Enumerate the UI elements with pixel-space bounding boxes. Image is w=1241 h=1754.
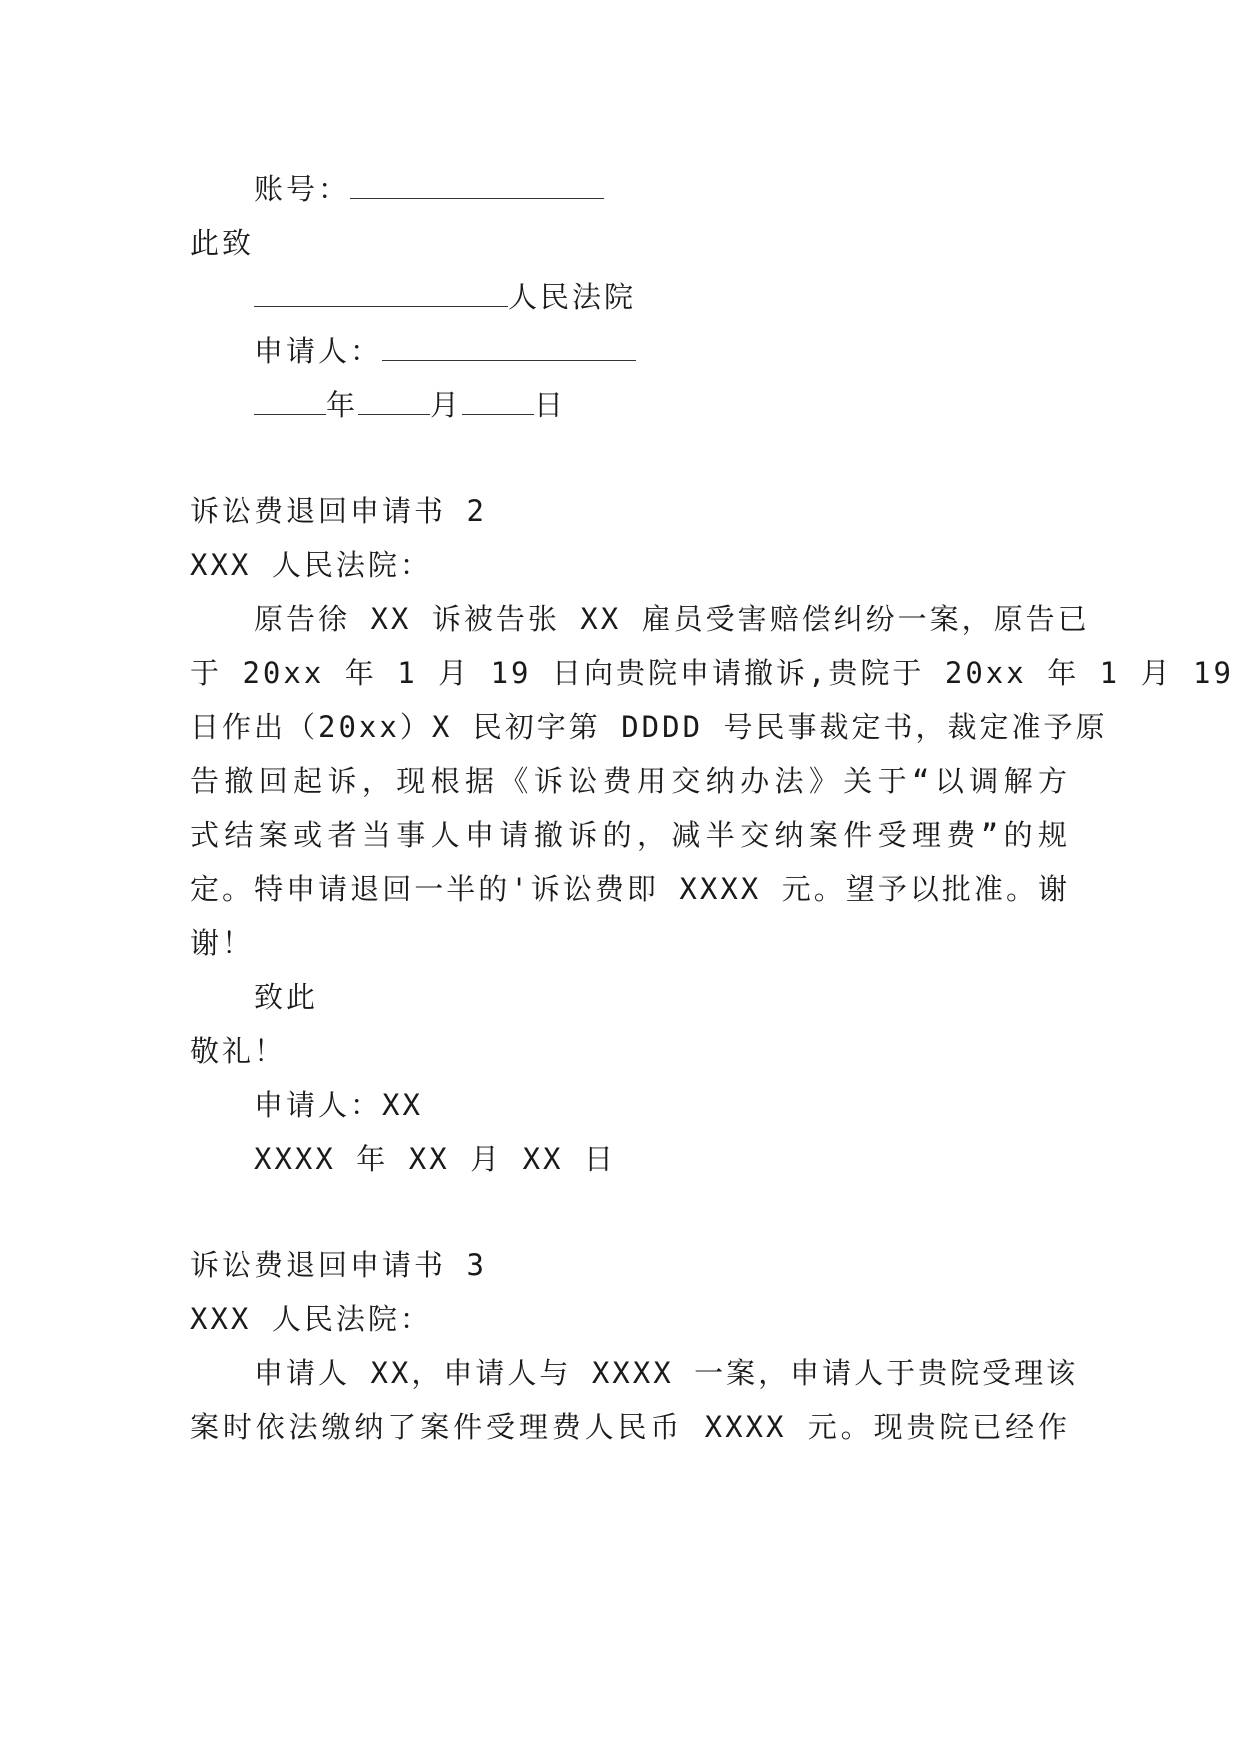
to-line: 此致 [190, 226, 255, 260]
section2-body-line-1: 原告徐 XX 诉被告张 XX 雇员受害赔偿纠纷一案，原告已 [254, 602, 1090, 636]
month-blank [358, 376, 430, 415]
section2-addressee: XXX 人民法院： [190, 548, 432, 582]
account-label: 账号： [254, 172, 351, 206]
section2-applicant: 申请人：XX [254, 1088, 423, 1122]
section2-body-line-2: 于 20xx 年 1 月 19 日向贵院申请撤诉,贵院于 20xx 年 1 月 19 [190, 656, 1234, 690]
section2-body-line-7: 谢！ [190, 926, 255, 960]
section2-closing-1: 致此 [254, 980, 319, 1014]
court-name-blank [254, 268, 508, 307]
section3-body-line-1: 申请人 XX，申请人与 XXXX 一案，申请人于贵院受理该 [254, 1356, 1079, 1390]
section3-body-line-2: 案时依法缴纳了案件受理费人民币 XXXX 元。现贵院已经作 [190, 1410, 1070, 1444]
day-blank [462, 376, 534, 415]
day-label: 日 [534, 388, 567, 422]
applicant-label: 申请人： [254, 334, 383, 368]
applicant-blank [382, 322, 636, 361]
month-label: 月 [430, 388, 463, 422]
year-blank [254, 376, 326, 415]
section2-body-line-5: 式结案或者当事人申请撤诉的，减半交纳案件受理费”的规 [190, 818, 1070, 852]
court-suffix: 人民法院 [508, 280, 637, 314]
year-label: 年 [326, 388, 359, 422]
section2-body-line-6: 定。特申请退回一半的'诉讼费即 XXXX 元。望予以批准。谢 [190, 872, 1070, 906]
court-line [254, 268, 1070, 326]
section2-title: 诉讼费退回申请书 2 [190, 494, 487, 528]
section3-title: 诉讼费退回申请书 3 [190, 1248, 487, 1282]
date-line [254, 376, 1070, 434]
section2-body-line-3: 日作出（20xx）X 民初字第 DDDD 号民事裁定书，裁定准予原 [190, 710, 1108, 744]
applicant-line [254, 322, 1070, 380]
section2-body-line-4: 告撤回起诉，现根据《诉讼费用交纳办法》关于“以调解方 [190, 764, 1070, 798]
section2-closing-2: 敬礼！ [190, 1034, 287, 1068]
section3-addressee: XXX 人民法院： [190, 1302, 432, 1336]
section2-date: XXXX 年 XX 月 XX 日 [254, 1142, 616, 1176]
account-blank [350, 160, 604, 199]
account-line [254, 160, 1070, 218]
